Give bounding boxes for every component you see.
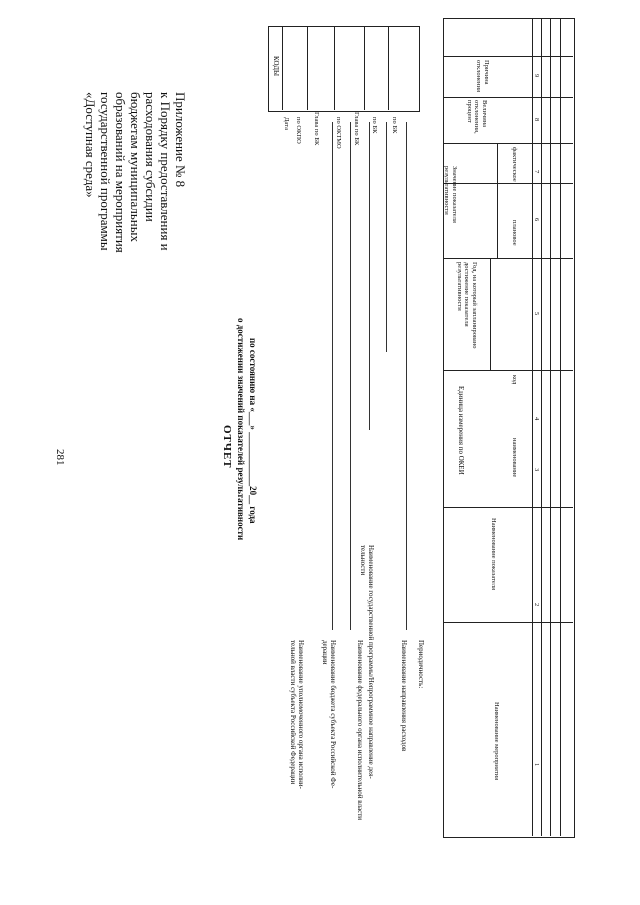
field-underline[interactable] bbox=[350, 122, 351, 630]
table-row-line bbox=[541, 18, 542, 836]
header-value-group: Значение показателя результативности bbox=[443, 166, 458, 223]
appendix-line: Приложение № 8 bbox=[173, 92, 188, 188]
table-subheader-line bbox=[490, 258, 491, 370]
codes-oktmo-label: по ОКТМО bbox=[335, 117, 342, 149]
report-title: ОТЧЕТ bbox=[221, 425, 233, 469]
column-number: 4 bbox=[533, 417, 540, 421]
header-unit-name: наименование bbox=[511, 438, 518, 478]
appendix-line: «Доступная среда» bbox=[83, 92, 98, 198]
field-expense-direction: Наименование направления расходов bbox=[400, 640, 408, 752]
field-underline[interactable] bbox=[386, 122, 387, 352]
field-program-name: Наименование государственной программы/Непрограммное направление дея- тельности bbox=[359, 545, 375, 779]
table-col-line bbox=[443, 143, 573, 144]
codes-row-divider bbox=[334, 26, 335, 110]
column-number: 1 bbox=[533, 763, 540, 767]
codes-row-divider bbox=[307, 26, 308, 110]
column-number: 2 bbox=[533, 603, 540, 607]
header-reason: Причина отклонения bbox=[475, 60, 490, 92]
field-periodicity: Периодичность: bbox=[417, 640, 425, 689]
field-underline[interactable] bbox=[332, 122, 333, 630]
field-federal-body: Наименование федерального органа исполнительной власти bbox=[356, 640, 364, 821]
table-col-line bbox=[443, 183, 573, 184]
codes-header: КОДЫ bbox=[272, 56, 280, 77]
report-date-line: по состоянию на «___» ____________20__ года bbox=[248, 338, 258, 524]
appendix-line: расходования субсидии bbox=[143, 92, 158, 222]
table-col-line bbox=[443, 507, 573, 508]
table-col-line bbox=[443, 97, 573, 98]
column-number: 6 bbox=[533, 218, 540, 222]
header-event-name: Наименование мероприятия bbox=[493, 702, 500, 781]
appendix-line: государственной программы bbox=[98, 92, 113, 251]
column-number: 9 bbox=[533, 74, 540, 78]
table-col-line bbox=[443, 622, 573, 623]
table-row-line bbox=[532, 18, 533, 836]
field-budget-name: Наименование бюджета субъекта Российской Фе- дерации bbox=[321, 640, 337, 789]
codes-date-label: Дата bbox=[283, 117, 290, 130]
appendix-block bbox=[83, 92, 188, 282]
codes-glava-label: Глава по БК bbox=[353, 112, 360, 146]
table-subheader-line bbox=[497, 143, 498, 258]
table-row-line bbox=[550, 18, 551, 836]
table-col-line bbox=[443, 370, 573, 371]
header-indicator-name: Наименование показателя bbox=[490, 518, 497, 591]
column-number: 3 bbox=[533, 468, 540, 472]
codes-bk-label: по БК bbox=[391, 117, 398, 134]
codes-header-divider bbox=[282, 26, 283, 110]
codes-row-divider bbox=[388, 26, 389, 110]
codes-bk-label: по БК bbox=[371, 117, 378, 134]
field-underline[interactable] bbox=[406, 122, 407, 630]
codes-okpo-label: по ОКПО bbox=[295, 117, 302, 144]
table-row-line bbox=[560, 18, 561, 836]
appendix-line: образований на мероприятия bbox=[113, 92, 128, 253]
header-unit-code: код bbox=[511, 375, 518, 385]
codes-glava-label: Глава по БК bbox=[313, 112, 320, 146]
column-number: 5 bbox=[533, 312, 540, 316]
page-number: 281 bbox=[54, 449, 66, 466]
field-authorized-body: Наименование уполномоченного органа исполни- тельной власти субъекта Российской Федерации bbox=[289, 640, 305, 789]
table-col-line bbox=[443, 258, 573, 259]
appendix-line: к Порядку предоставления и bbox=[158, 92, 173, 251]
column-number: 7 bbox=[533, 170, 540, 174]
header-deviation: Величина отклонения, процент bbox=[466, 100, 488, 134]
column-number: 8 bbox=[533, 118, 540, 122]
header-value-plan: плановое bbox=[511, 220, 518, 246]
header-unit-group: Единица измерения по ОКЕИ bbox=[457, 386, 465, 475]
field-underline[interactable] bbox=[369, 122, 370, 430]
codes-row-divider bbox=[364, 26, 365, 110]
appendix-line: бюджетам муниципальных bbox=[128, 92, 143, 242]
header-value-fact: фактическое bbox=[511, 147, 518, 182]
report-subtitle: о достижении значений показателей результативности bbox=[236, 318, 246, 541]
codes-box bbox=[268, 26, 420, 112]
table-col-line bbox=[443, 56, 573, 57]
header-year-planned: Год, на который запланировано достижение показателя результативности bbox=[456, 262, 478, 349]
